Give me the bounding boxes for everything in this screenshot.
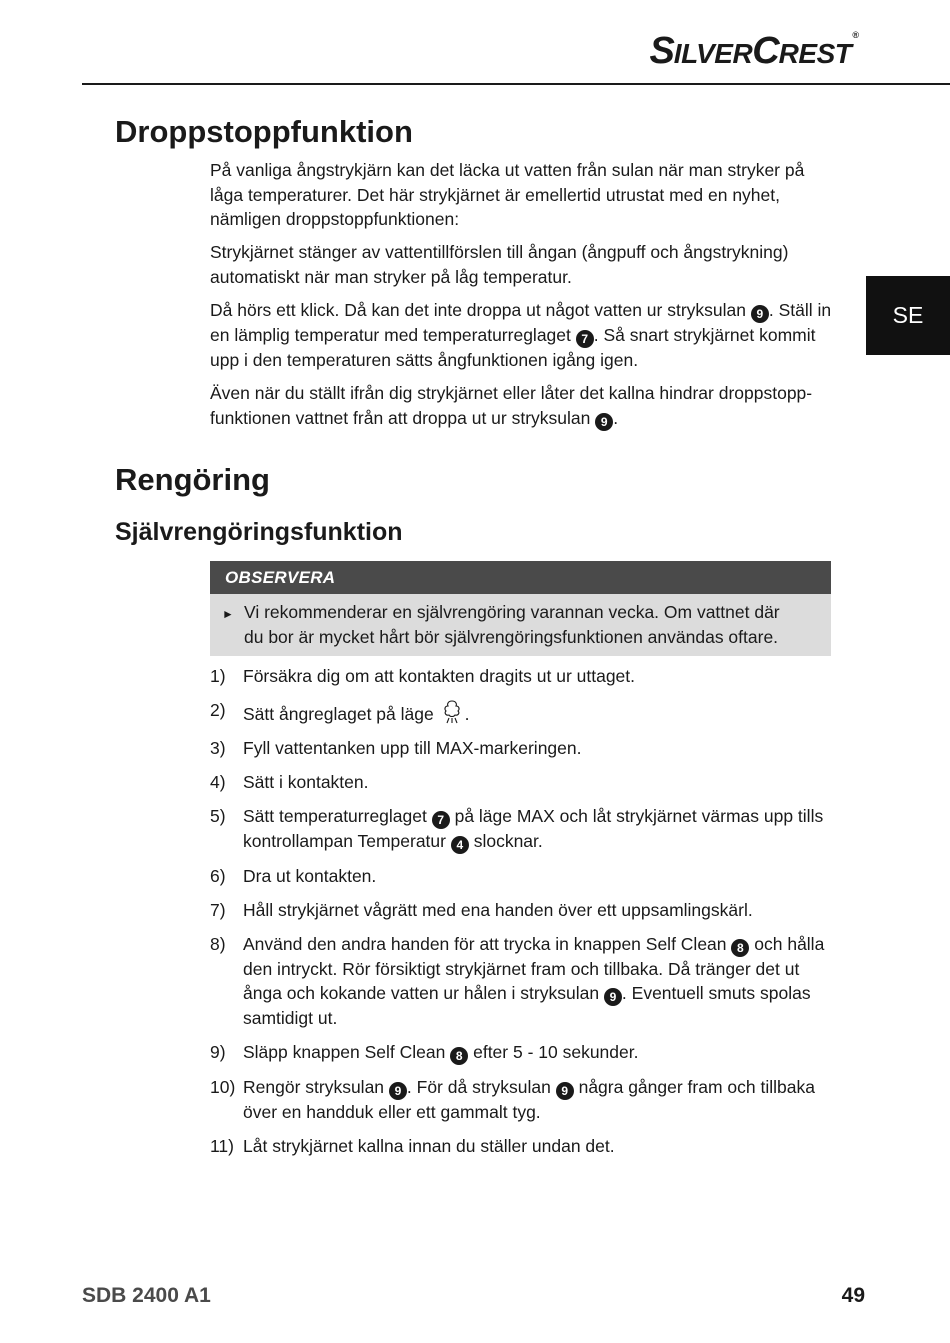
step-text-b: och hålla den intryckt. Rör försiktigt strykjärnet fram och tillbaka. Då tränger det ut ånga och kokande vatten ur hålen i stryksulan	[243, 933, 825, 1003]
ref-number-icon: 9	[389, 1082, 407, 1100]
ref-number-icon: 8	[731, 939, 749, 957]
page-number: 49	[841, 1284, 865, 1307]
brand-word-rest: REST	[778, 38, 852, 69]
list-item	[210, 898, 835, 923]
ref-number-icon: 9	[604, 988, 622, 1006]
step-text-b: .	[464, 704, 470, 724]
step-text-a: Rengör stryksulan	[243, 1076, 389, 1097]
section-title-droppstopp: Droppstoppfunktion	[115, 114, 413, 149]
paragraph-1: På vanliga ångstrykjärn kan det läcka ut vatten från sulan när man stryker på låga temperaturer. Det här strykjärnet är emellertid utrustat med en nyhet, nämligen droppstoppfunktionen:	[210, 160, 805, 229]
step-text-c: några gånger fram och tillbaka över en handduk eller ett gammalt tyg.	[243, 1076, 815, 1122]
step-number: 5)	[210, 806, 226, 826]
step-text	[243, 1040, 835, 1065]
step-text: Håll strykjärnet vågrätt med ena handen över ett uppsamlingskärl.	[243, 899, 753, 920]
note-header: OBSERVERA	[210, 561, 831, 594]
brand-word-ilver: ILVER	[673, 38, 753, 69]
header-rule	[82, 83, 950, 85]
step-number: 9)	[210, 1042, 226, 1062]
paragraph-3-text-b: . Ställ in en lämplig temperatur med temperaturreglaget	[210, 300, 832, 345]
list-item	[210, 932, 835, 1031]
ref-number-icon: 8	[450, 1047, 468, 1065]
registered-mark: ®	[852, 30, 858, 40]
paragraph-3-text-c: . Så snart strykjärnet kommit upp i den temperaturen sätts ångfunktionen igång igen.	[210, 325, 816, 370]
subsection-title: Självrengöringsfunktion	[115, 518, 403, 546]
step-number: 4)	[210, 772, 226, 792]
step-text: Låt strykjärnet kallna innan du ställer undan det.	[243, 1135, 615, 1156]
step-text: Dra ut kontakten.	[243, 865, 377, 886]
paragraph-3-text-a: Då hörs ett klick. Då kan det inte droppa ut något vatten ur stryksulan	[210, 300, 751, 320]
list-item	[210, 664, 835, 689]
list-item	[210, 770, 835, 795]
paragraph-4-text-b: .	[613, 407, 619, 428]
paragraph-2: Strykjärnet stänger av vattentillförslen till ångan (ångpuff och ångstrykning) automatiskt när man stryker på låg temperatur.	[210, 242, 789, 287]
step-number: 8)	[210, 933, 226, 954]
steam-cleaning-icon	[439, 698, 465, 724]
note-body	[210, 594, 831, 656]
note-box	[210, 561, 831, 656]
step-text: Fyll vattentanken upp till MAX-markeringen.	[243, 738, 582, 758]
step-number: 7)	[210, 899, 226, 920]
step-text-b: efter 5 - 10 sekunder.	[468, 1042, 639, 1062]
step-text-a: Släpp knappen Self Clean	[243, 1042, 451, 1062]
ref-number-icon: 9	[595, 413, 613, 431]
step-text	[243, 932, 835, 1031]
ref-number-icon: 9	[556, 1082, 574, 1100]
step-text-a: Sätt ångreglaget på läge	[243, 704, 439, 724]
step-text	[243, 804, 835, 854]
step-text	[243, 698, 835, 727]
list-item	[210, 804, 835, 854]
list-item	[210, 1040, 835, 1065]
step-text	[243, 1075, 835, 1125]
section-title-rengoring: Rengöring	[115, 462, 270, 497]
step-number: 2)	[210, 700, 226, 720]
brand-initial-s: S	[649, 30, 674, 72]
step-text-b: . För då stryksulan	[406, 1076, 556, 1097]
list-item	[210, 1075, 835, 1125]
step-text-b: på läge MAX och låt strykjärnet värmas upp tills kontrollampan Temperatur	[243, 806, 824, 851]
brand-logo	[649, 30, 858, 73]
step-number: 3)	[210, 738, 226, 758]
paragraph-4-text-a: Även när du ställt ifrån dig strykjärnet eller låter det kallna hindrar droppstopp-funktionen vattnet från att droppa ut ur stryksulan	[210, 383, 813, 428]
step-text-a: Använd den andra handen för att trycka in knappen Self Clean	[243, 933, 732, 954]
paragraph-3	[210, 298, 835, 373]
footer-model-number: SDB 2400 A1	[82, 1284, 211, 1307]
note-text: Vi rekommenderar en självrengöring varannan vecka. Om vattnet där du bor är mycket hårt bör självrengöringsfunktionen användas oftare.	[244, 602, 780, 647]
language-tab: SE	[866, 276, 950, 355]
step-text: Försäkra dig om att kontakten dragits ut ur uttaget.	[243, 666, 636, 686]
list-item	[210, 864, 835, 889]
brand-initial-c: C	[752, 30, 779, 72]
step-text-c: slocknar.	[468, 831, 543, 851]
step-text: Sätt i kontakten.	[243, 772, 369, 792]
arrow-right-icon: ►	[222, 607, 234, 621]
step-number: 1)	[210, 666, 226, 686]
step-number: 6)	[210, 865, 226, 886]
list-item	[210, 698, 835, 727]
ref-number-icon: 7	[432, 811, 450, 829]
ref-number-icon: 9	[751, 305, 769, 323]
instruction-list	[210, 664, 835, 1168]
step-text-a: Sätt temperaturreglaget	[243, 806, 432, 826]
step-text-c: . Eventuell smuts spolas samtidigt ut.	[243, 983, 811, 1028]
paragraph-4	[210, 381, 835, 431]
step-number: 10)	[210, 1076, 236, 1097]
list-item	[210, 1134, 835, 1159]
ref-number-icon: 7	[576, 330, 594, 348]
list-item	[210, 736, 835, 761]
ref-number-icon: 4	[451, 836, 469, 854]
step-number: 11)	[210, 1135, 234, 1156]
